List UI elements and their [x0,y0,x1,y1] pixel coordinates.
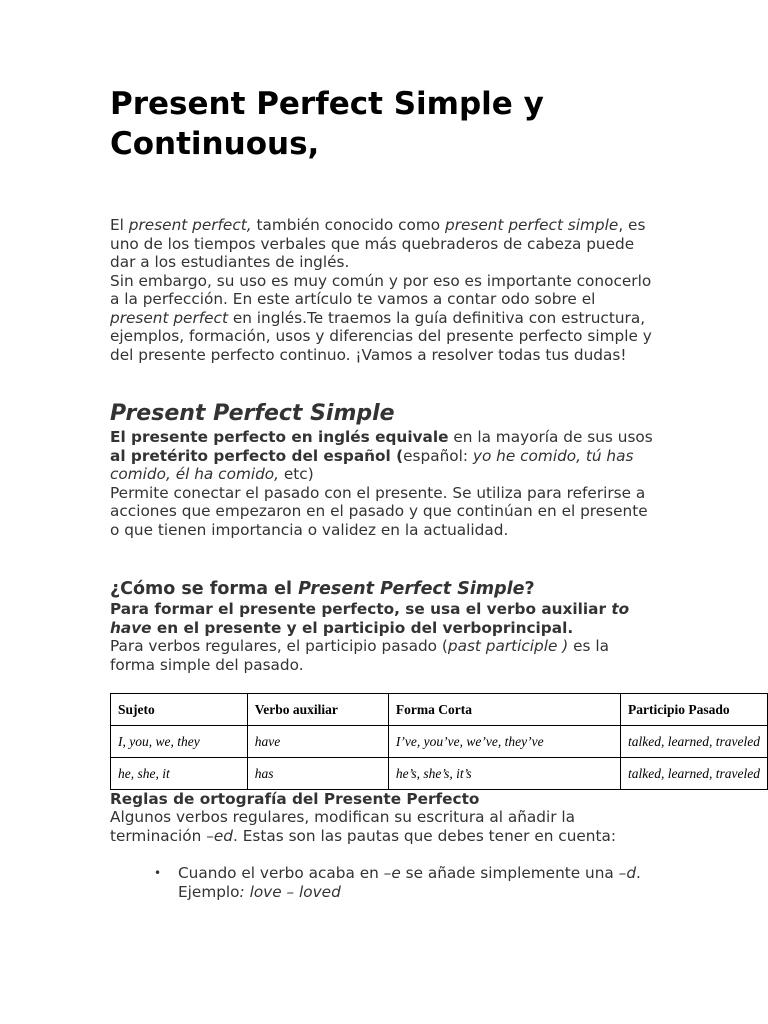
heading-term: Present Perfect Simple [298,579,525,599]
body-text: Algunos verbos regulares, modifican su escritura al añadir la terminación [110,808,576,845]
table-cell: I, you, we, they [111,726,248,758]
body-term: –e [383,864,401,882]
table-cell: have [247,726,388,758]
bold-text: al pretérito perfecto del español ( [110,446,404,465]
intro-paragraph-1 [110,216,658,272]
intro-paragraph-2 [110,272,658,365]
body-text: etc) [279,465,314,483]
equivalence-paragraph [110,428,658,484]
bold-text: Para formar el presente perfecto, se usa el verbo auxiliar [110,600,612,618]
body-text: . Ejemplo [178,864,641,901]
intro-text: Sin embargo, su uso es muy común y por eso es importante conocerlo a la perfección. En este artículo te vamos a contar odo sobre el [110,271,652,308]
heading-text: ? [524,579,535,599]
body-text: es la forma simple del pasado. [110,637,609,674]
table-cell: he, she, it [111,758,248,790]
intro-text: El [110,216,129,234]
bold-text: El presente perfecto en inglés equivale [110,428,449,446]
bold-text: en el presente y el participio del verboprincipal. [151,618,574,637]
body-text: en la mayoría de sus usos [448,428,653,446]
table-cell: talked, learned, traveled [621,726,768,758]
intro-section [110,216,658,364]
conjugation-table [110,693,768,790]
table-header-cell: Forma Corta [388,694,620,726]
formation-section [110,600,658,674]
section-heading-how-to-form [110,578,535,600]
example-text: yo he comido, tú has comido, él ha comido, [110,446,634,483]
body-term: past participle ) [447,637,569,655]
table-cell: has [247,758,388,790]
intro-text: en inglés.Te traemos la guía definitiva con estructura, ejemplos, formación, usos y diferencias del presente perfecto simple y del presente perfecto continuo. ¡Vamos a resolver todas tus dudas! [110,308,652,364]
participle-paragraph [110,637,658,674]
body-text: Cuando el verbo acaba en [178,864,384,882]
table-header-cell: Participio Pasado [621,694,768,726]
present-perfect-simple-section [110,428,658,539]
bold-term: to have [110,600,630,637]
table-row [111,726,768,758]
intro-text: también conocido como [251,216,445,234]
bullet-icon: • [154,866,162,880]
table-cell: talked, learned, traveled [621,758,768,790]
body-text: . Estas son las pautas que debes tener en cuenta: [233,826,617,845]
table-header-row [111,694,768,726]
body-term: –ed [206,826,234,845]
table-cell: he’s, she’s, it’s [388,758,620,790]
table-row [111,758,768,790]
body-term: –d [618,864,637,882]
spelling-rules-title: Reglas de ortografía del Presente Perfecto [110,790,480,808]
intro-term: present perfect [110,308,228,327]
usage-paragraph: Permite conectar el pasado con el presente. Se utiliza para referirse a acciones que empezaron en el pasado y que continúan en el presente o que tienen importancia o validez en la actualidad. [110,483,648,539]
heading-text: ¿Cómo se forma el [110,579,299,599]
example-text: : love – loved [239,882,341,901]
intro-term: present perfect, [128,216,252,234]
body-text: español: [403,446,473,465]
table-cell: I’ve, you’ve, we’ve, they’ve [388,726,620,758]
list-item [154,864,648,901]
body-text: se añade simplemente una [400,864,619,882]
intro-text: , es uno de los tiempos verbales que más quebraderos de cabeza puede dar a los estudiantes de inglés. [110,216,646,271]
page-title: Present Perfect Simple y Continuous, [110,86,544,162]
intro-term: present perfect simple [444,216,619,234]
table-header-cell: Verbo auxiliar [247,694,388,726]
table-header-cell: Sujeto [111,694,248,726]
formation-rule [110,600,658,637]
body-text: Para verbos regulares, el participio pasado ( [110,637,448,655]
section-heading-present-perfect-simple: Present Perfect Simple [110,401,395,426]
spelling-rules-paragraph [110,808,658,845]
